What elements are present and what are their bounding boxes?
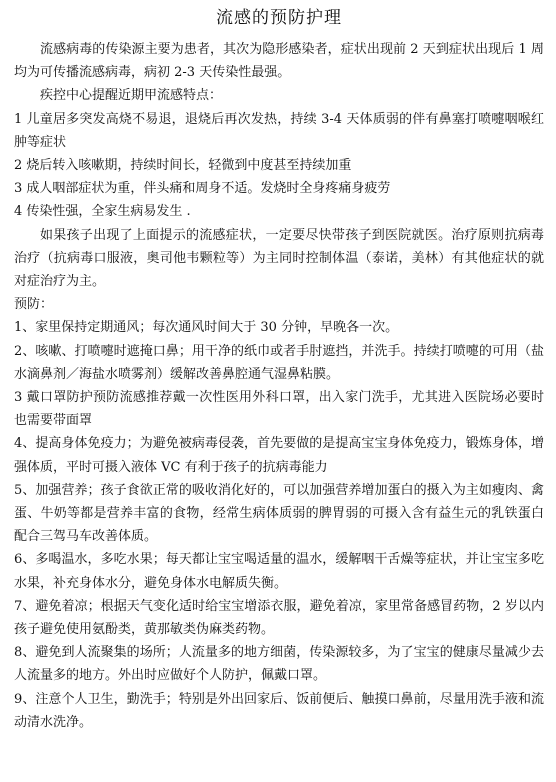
paragraph: 1、家里保持定期通风；每次通风时间大于 30 分钟，早晚各一次。 bbox=[14, 320, 399, 336]
paragraph: 4、提高身体免疫力；为避免被病毒侵袭，首先要做的是提高宝宝身体免疫力，锻炼身体，增强体质，平时可摄入液体 VC 有利于孩子的抗病毒能力 bbox=[14, 436, 544, 475]
document-body bbox=[14, 38, 544, 734]
paragraph: 5、加强营养；孩子食欲正常的吸收消化好的，可以加强营养增加蛋白的摄入为主如瘦肉、禽蛋、牛奶等都是营养丰富的食物，经常生病体质弱的脾胃弱的可摄入含有益生元的乳铁蛋白配合三驾马车改善体质。 bbox=[14, 482, 544, 545]
paragraph: 8、避免到人流聚集的场所；人流量多的地方细菌，传染源较多，为了宝宝的健康尽量减少去人流量多的地方。外出时应做好个人防护，佩戴口罩。 bbox=[14, 645, 544, 684]
paragraph: 1 儿童居多突发高烧不易退，退烧后再次发热，持续 3-4 天体质弱的伴有鼻塞打喷嚏咽喉红肿等症状 bbox=[14, 111, 544, 150]
paragraph: 流感病毒的传染源主要为患者，其次为隐形感染者，症状出现前 2 天到症状出现后 1 周均为可传播流感病毒，病初 2-3 天传染性最强。 bbox=[14, 42, 544, 81]
paragraph: 3 成人咽部症状为重，伴头痛和周身不适。发烧时全身疼痛身疲劳 bbox=[14, 181, 391, 197]
paragraph: 9、注意个人卫生，勤洗手；特别是外出回家后、饭前便后、触摸口鼻前，尽量用洗手液和流动清水洗净。 bbox=[14, 691, 544, 730]
paragraph: 3 戴口罩防护预防流感推荐戴一次性医用外科口罩，出入家门洗手，尤其进入医院场必要时也需要带面罩 bbox=[14, 390, 544, 429]
paragraph: 4 传染性强，全家生病易发生 . bbox=[14, 204, 191, 220]
page-title: 流感的预防护理 bbox=[216, 8, 342, 28]
paragraph: 2、咳嗽、打喷嚏时遮掩口鼻；用干净的纸巾或者手肘遮挡，并洗手。持续打喷嚏的可用（盐水滴鼻剂／海盐水喷雾剂）缓解改善鼻腔通气湿鼻粘膜。 bbox=[14, 343, 544, 382]
paragraph: 疾控中心提醒近期甲流感特点： bbox=[40, 88, 223, 104]
paragraph: 2 烧后转入咳嗽期，持续时间长，轻微到中度甚至持续加重 bbox=[14, 158, 352, 174]
paragraph: 6、多喝温水，多吃水果；每天都让宝宝喝适量的温水，缓解咽干舌燥等症状，并让宝宝多吃水果，补充身体水分，避免身体水电解质失衡。 bbox=[14, 552, 544, 591]
paragraph: 如果孩子出现了上面提示的流感症状，一定要尽快带孩子到医院就医。治疗原则抗病毒治疗（抗病毒口服液，奥司他韦颗粒等）为主同时控制体温（泰诺，美林）有其他症状的就对症治疗为主。 bbox=[14, 227, 544, 290]
paragraph: 预防： bbox=[14, 297, 54, 313]
paragraph: 7、避免着凉；根据天气变化适时给宝宝增添衣服，避免着凉，家里常备感冒药物，2 岁以内孩子避免使用氨酚类，黄那敏类伪麻类药物。 bbox=[14, 598, 544, 638]
